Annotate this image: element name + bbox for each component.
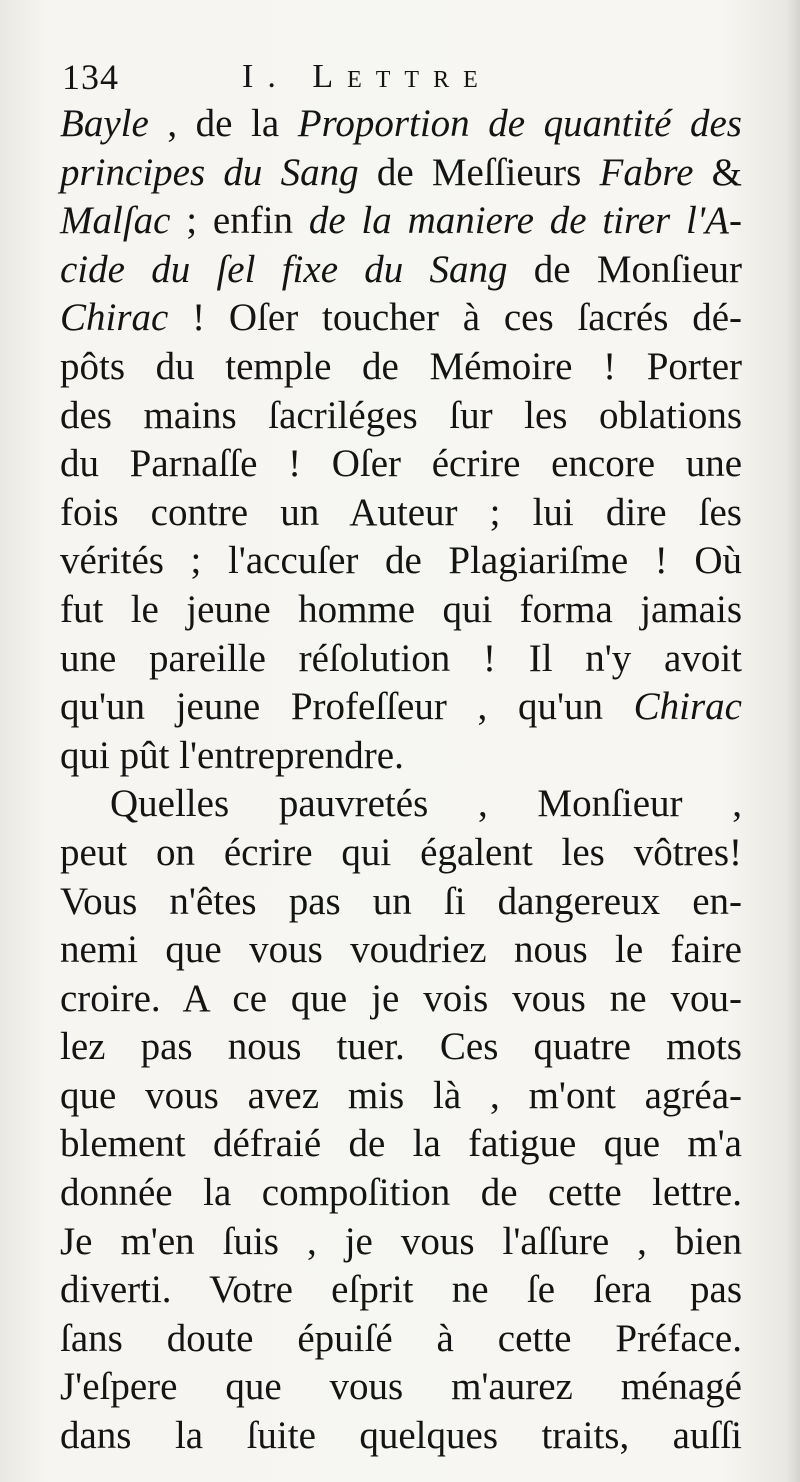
- italic-text: Chirac: [633, 685, 742, 729]
- roman-text: pôts du temple de Mémoire ! Porter: [60, 344, 742, 388]
- roman-text: diverti. Votre eſprit ne ſe ſera pas: [60, 1268, 742, 1312]
- roman-text: blement défraié de la fatigue que m'a: [60, 1122, 742, 1166]
- text-line: [60, 975, 742, 1024]
- text-line: [60, 343, 742, 392]
- roman-text: qui pût l'entreprendre.: [60, 733, 404, 777]
- roman-text: Je m'en ſuis , je vous l'aſſure , bien: [60, 1219, 742, 1263]
- roman-text: ſans doute épuiſé à cette Préface.: [60, 1316, 742, 1360]
- text-line: [60, 586, 742, 635]
- text-line: [60, 100, 742, 149]
- text-line: [60, 1218, 742, 1267]
- roman-text: fut le jeune homme qui forma jamais: [60, 587, 742, 631]
- roman-text: croire. A ce que je vois vous ne vou-: [60, 976, 742, 1020]
- roman-text: qu'un jeune Profeſſeur , qu'un: [60, 685, 634, 729]
- roman-text: des mains ſacriléges ſur les oblations: [60, 393, 742, 437]
- page-header: [62, 52, 762, 102]
- text-line: [60, 1315, 742, 1364]
- italic-text: Proportion de quantité des: [297, 102, 742, 145]
- italic-text: Malſac: [60, 199, 171, 243]
- text-line: [60, 926, 742, 975]
- body-text: [60, 100, 742, 1461]
- text-line: [60, 1266, 742, 1315]
- roman-text: vérités ; l'accuſer de Plagiariſme ! Où: [60, 539, 742, 583]
- roman-text: de Meſſieurs: [358, 150, 600, 194]
- text-line: [60, 1023, 742, 1072]
- text-line: [60, 1412, 742, 1461]
- roman-text: ; enfin: [170, 199, 309, 243]
- italic-text: principes du Sang: [60, 150, 359, 194]
- roman-text: donnée la compoſition de cette lettre.: [60, 1171, 742, 1215]
- page-number: 134: [62, 57, 119, 97]
- running-title: I. Lettre: [242, 58, 492, 95]
- text-line: [60, 489, 742, 538]
- italic-text: Fabre: [599, 150, 694, 194]
- text-line: [60, 149, 742, 198]
- text-line: [60, 1072, 742, 1121]
- text-line: [60, 1169, 742, 1218]
- page-edge-shadow: [786, 0, 800, 1482]
- roman-text: nemi que vous voudriez nous le faire: [60, 928, 742, 972]
- roman-text: , de la: [148, 102, 298, 145]
- text-line: [60, 440, 742, 489]
- text-line: [60, 537, 742, 586]
- roman-text: dans la ſuite quelques traits, auſſi: [60, 1414, 742, 1458]
- roman-text: de Monſieur: [507, 247, 742, 291]
- text-line: [60, 829, 742, 878]
- text-line: [60, 1363, 742, 1412]
- text-line: [60, 732, 742, 781]
- text-line: [60, 683, 742, 732]
- text-line: [60, 197, 742, 246]
- roman-text: &: [693, 150, 742, 194]
- text-line: [60, 635, 742, 684]
- roman-text: une pareille réſolution ! Il n'y avoit: [60, 636, 742, 680]
- roman-text: que vous avez mis là , m'ont agréa-: [60, 1073, 742, 1117]
- roman-text: lez pas nous tuer. Ces quatre mots: [60, 1025, 742, 1069]
- roman-text: peut on écrire qui égalent les vôtres!: [60, 830, 742, 874]
- text-line: [60, 878, 742, 927]
- roman-text: Vous n'êtes pas un ſi dangereux en-: [60, 879, 742, 923]
- text-line: [60, 294, 742, 343]
- roman-text: ! Oſer toucher à ces ſacrés dé-: [168, 296, 742, 340]
- italic-text: Chirac: [60, 296, 169, 340]
- text-line: [60, 1120, 742, 1169]
- text-line: [60, 246, 742, 295]
- italic-text: Bayle: [60, 102, 149, 145]
- roman-text: du Parnaſſe ! Oſer écrire encore une: [60, 442, 742, 486]
- roman-text: J'eſpere que vous m'aurez ménagé: [60, 1365, 742, 1409]
- text-line: [60, 780, 742, 829]
- roman-text: fois contre un Auteur ; lui dire ſes: [60, 490, 742, 534]
- italic-text: de la maniere de tirer l'A-: [308, 199, 742, 243]
- italic-text: cide du ſel fixe du Sang: [60, 247, 508, 291]
- text-line: [60, 392, 742, 441]
- roman-text: Quelles pauvretés , Monſieur ,: [110, 782, 742, 826]
